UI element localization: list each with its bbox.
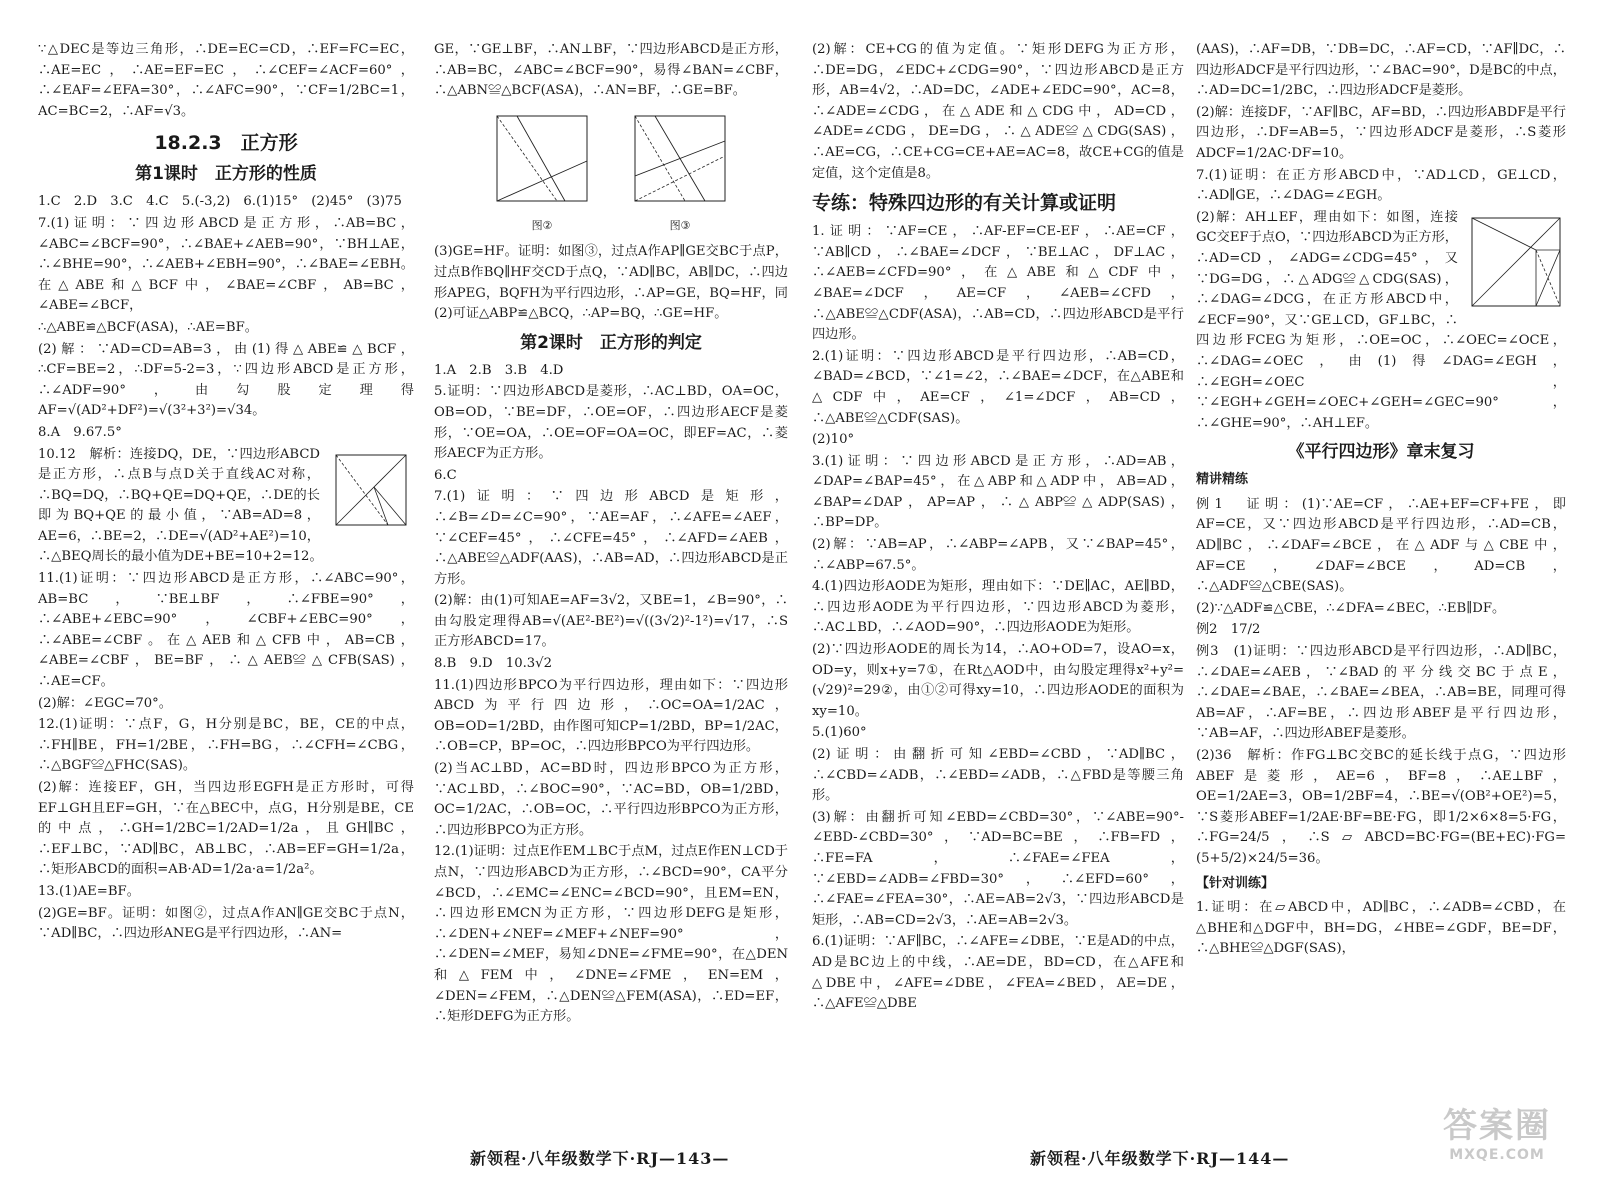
lesson-title: 第1课时 正方形的性质 (135, 164, 317, 185)
paragraph: 12.(1)证明：∵点F，G，H分别是BC，BE，CE的中点，∴FH∥BE，FH=1/2BE，∴FH=BG，∴∠CFH=∠CBG，∴△BGF≌△FHC(SAS)。 (38, 717, 414, 774)
square-diagram-3 (625, 106, 735, 216)
paragraph: 10.12 解析：连接DQ，DE，∵四边形ABCD是正方形，∴点B与点D关于直线AC对称，∴BQ=DQ，∴BQ+QE=DQ+QE，∴DE的长即为BQ+QE的最小值，∵AB=AD=8，AE=6，∴BE=2，∴DE=√(AD²+AE²)=10，∴△BEQ周长的最小值为DE+BE=10+2=12。 (38, 446, 323, 565)
paragraph: (2)36 解析：作FG⊥BC交BC的延长线于点G，∵四边形ABEF是菱形，AE=6，BF=8，∴AE⊥BF，OE=1/2AE=3，OB=1/2BF=4，∴BE=√(OB²+OE²)=5，∵S菱形ABEF=1/2AE·BF=BE·FG，即1/2×6×8=5·FG，∴FG=24/5，∴S▱ABCD=BC·FG=(BE+EC)·FG=(5+5/2)×24/5=36。 (1196, 748, 1566, 866)
page-footer-left: 新领程·八年级数学下·RJ—143— (470, 1149, 730, 1168)
paragraph: GE，∵GE⊥BF，∴AN⊥BF，∵四边形ABCD是正方形，∴AB=BC，∠ABC=∠BCF=90°，易得∠BAN=∠CBF，∴△ABN≌△BCF(ASA)，∴AN=BF，∴GE=BF。 (434, 42, 788, 99)
paragraph: (2)解：连接DF，∵AF∥BC，AF=BD，∴四边形ABDF是平行四边形，∴DF=AB=5，∵四边形ADCF是菱形，∴S菱形ADCF=1/2AC·DF=10。 (1196, 104, 1566, 161)
column-1 (38, 40, 414, 1123)
paragraph: 1.C 2.D 3.C 4.C 5.(-3,2) 6.(1)15° (2)45° (3)75 (38, 194, 402, 210)
paragraph: 4.(1)四边形AODE为矩形，理由如下：∵DE∥AC，AE∥BD，∴四边形AODE为平行四边形，∵四边形ABCD为菱形，∴AC⊥BD，∴∠AOD=90°，∴四边形AODE为矩形。 (812, 579, 1184, 636)
paragraph: (2)解：∵AD=CD=AB=3，由(1)得△ABE≌△BCF，∴CF=BE=2，∴DF=5-2=3，∵四边形ABCD是正方形，∴∠ADF=90°，由勾股定理得AF=√(AD²+DF²)=√(3²+3²)=√34。 (38, 341, 414, 419)
paragraph: ∵△DEC是等边三角形，∴DE=EC=CD，∴EF=FC=EC，∴AE=EC，∴AE=EF=EC，∴∠CEF=∠ACF=60°，∴∠EAF=∠EFA=30°，∴∠AFC=90°，∵CF=1/2BC=1，AC=BC=2，∴AF=√3。 (38, 42, 414, 119)
paragraph: 2.(1)证明：∵四边形ABCD是平行四边形，∴AB=CD，∠BAD=∠BCD，∵∠1=∠2，∴∠BAE=∠DCF，在△ABE和△CDF中，AE=CF，∠1=∠DCF，AB=CD，∴△ABE≌△CDF(SAS)。 (812, 348, 1184, 426)
paragraph: (2)解：连接EF，GH，当四边形EGFH是正方形时，可得EF⊥GH且EF=GH，∵在△BEC中，点G，H分别是BE，CE的中点，∴GH=1/2BC=1/2AD=1/2a，且GH∥BC，∴EF⊥BC，∵AD∥BC，AB⊥BC，∴AB=EF=GH=1/2a，∴矩形ABCD的面积=AB·AD=1/2a·a=1/2a²。 (38, 780, 414, 878)
figure-caption: 图③ (669, 218, 691, 232)
paragraph: (2)当AC⊥BD，AC=BD时，四边形BPCO为正方形，∵AC⊥BD，∴∠BOC=90°，∵AC=BD，OB=1/2BD，OC=1/2AC，∴OB=OC，∴平行四边形BPCO为正方形，∴四边形BPCO为正方形。 (434, 761, 788, 838)
column-4 (1196, 40, 1566, 1123)
paragraph: ∴△ABE≌△BCF(ASA)，∴AE=BF。 (38, 319, 258, 335)
square-diagram-2 (487, 106, 597, 216)
figure-row (434, 106, 788, 237)
column-3 (812, 40, 1184, 1123)
paragraph: 13.(1)AE=BF。 (38, 883, 140, 899)
chapter-review-title: 《平行四边形》章末复习 (1287, 442, 1475, 463)
page-footer-right: 新领程·八年级数学下·RJ—144— (1030, 1149, 1290, 1168)
special-practice-title: 专练：特殊四边形的有关计算或证明 (812, 192, 1117, 215)
watermark-url: MXQE.COM (1449, 1147, 1545, 1163)
paragraph: 1.A 2.B 3.B 4.D (434, 362, 564, 378)
paragraph: (3)GE=HF。证明：如图③，过点A作AP∥GE交BC于点P，过点B作BQ∥HF交CD于点Q，∵AD∥BC，AB∥DC，∴四边形APEG，BQFH为平行四边形，∴AP=GE，BQ=HF，同(2)可证△ABP≌△BCQ，∴AP=BQ，∴GE=HF。 (434, 244, 788, 322)
training-label: 【针对训练】 (1196, 875, 1275, 891)
watermark-logo (1412, 1105, 1582, 1175)
watermark-text: 答案圈 (1443, 1106, 1551, 1146)
paragraph: 7.(1)证明：∵四边形ABCD是正方形，∴AB=BC，∠ABC=∠BCF=90°，∴∠BAE+∠AEB=90°，∵BH⊥AE，∴∠BHE=90°，∴∠AEB+∠EBH=90°，∴∠BAE=∠EBH。在△ABE和△BCF中，∠BAE=∠CBF，AB=BC，∠ABE=∠BCF， (38, 215, 414, 314)
paragraph: (2)解：CE+CG的值为定值。∵矩形DEFG为正方形，∴DE=DG，∠EDC+∠CDG=90°，∵四边形ABCD是正方形，AB=4√2，∴AD=DC，∠ADE+∠EDC=90°，AC=8，∴∠ADE=∠CDG，在△ADE和△CDG中，AD=CD，∠ADE=∠CDG，DE=DG，∴△ADE≌△CDG(SAS)，∴AE=CG，∴CE+CG=CE+AE=AC=8，故CE+CG的值是定值，这个定值是8。 (812, 42, 1184, 181)
paragraph: 6.C (434, 467, 457, 483)
paragraph: (2)∵△ADF≌△CBE，∴∠DFA=∠BEC，∴EB∥DF。 (1196, 600, 1506, 616)
paragraph: 11.(1)四边形BPCO为平行四边形，理由如下：∵四边形ABCD为平行四边形，∴OC=OA=1/2AC，OB=OD=1/2BD，由作图可知CP=1/2BD，BP=1/2AC，∴OB=CP，BP=OC，∴四边形BPCO为平行四边形。 (434, 677, 788, 755)
paragraph: 7.(1)证明：在正方形ABCD中，∵AD⊥CD，GE⊥CD，∴AD∥GE，∴∠DAG=∠EGH。 (1196, 167, 1566, 204)
paragraph: 6.(1)证明：∵AF∥BC，∴∠AFE=∠DBE，∵E是AD的中点，AD是BC边上的中线，∴AE=DE，BD=CD，在△AFE和△DBE中，∠AFE=∠DBE，∠FEA=∠BED，AE=DE，∴△AFE≌△DBE (812, 934, 1184, 1012)
paragraph: 1.证明：∵AF=CE，∴AF-EF=CE-EF，∴AE=CF，∵AB∥CD，∴∠BAE=∠DCF，∵BE⊥AC，DF⊥AC，∴∠AEB=∠CFD=90°，在△ABE和△CDF中，∠BAE=∠DCF，AE=CF，∠AEB=∠CFD，∴△ABE≌△CDF(ASA)，∴AB=CD，∴四边形ABCD是平行四边形。 (812, 224, 1184, 343)
paragraph: 7.(1)证明：∵四边形ABCD是矩形，∴∠B=∠D=∠C=90°，∵AE=AF，∴∠AFE=∠AEF，∵∠CEF=45°，∴∠CFE=45°，∴∠AFD=∠AEB，∴△ABE≌△ADF(AAS)，∴AB=AD，∴四边形ABCD是正方形。 (434, 489, 788, 587)
paragraph: 3.(1)证明：∵四边形ABCD是正方形，∴AD=AB，∠DAP=∠BAP=45°，在△ABP和△ADP中，AB=AD，∠BAP=∠DAP，AP=AP，∴△ABP≌△ADP(SAS)，∴BP=DP。 (812, 453, 1184, 531)
paragraph: 8.B 9.D 10.3√2 (434, 656, 552, 672)
drill-label: 精讲精练 (1196, 472, 1249, 488)
paragraph: 11.(1)证明：∵四边形ABCD是正方形，∴∠ABC=90°，AB=BC，∵BE⊥BF，∴∠FBE=90°，∴∠ABE+∠EBC=90°，∠CBF+∠EBC=90°，∴∠ABE=∠CBF。在△AEB和△CFB中，AB=CB，∠ABE=∠CBF，BE=BF，∴△AEB≌△CFB(SAS)，∴AE=CF。 (38, 571, 414, 690)
paragraph: (2)证明：由翻折可知∠EBD=∠CBD，∵AD∥BC，∴∠CBD=∠ADB，∴∠EBD=∠ADB，∴△FBD是等腰三角形。 (812, 747, 1184, 804)
paragraph: 例1 证明：(1)∵AE=CF，∴AE+EF=CF+FE，即AF=CE，又∵四边形ABCD是平行四边形，∴AD=CB，AD∥BC，∴∠DAF=∠BCE，在△ADF与△CBE中，AF=CE，∠DAF=∠BCE，AD=CB，∴△ADF≌△CBE(SAS)。 (1196, 496, 1566, 595)
paragraph: 5.(1)60° (812, 725, 867, 741)
paragraph: 例2 17/2 (1196, 622, 1261, 638)
paragraph: 1.证明：在▱ABCD中，AD∥BC，∴∠ADB=∠CBD，在△BHE和△DGF中，BH=DG，∠HBE=∠GDF，BE=DF，∴△BHE≌△DGF(SAS)， (1196, 900, 1566, 957)
paragraph: (2)∵四边形AODE的周长为14，∴AO+OD=7，设AO=x，OD=y，则x+y=7①，在Rt△AOD中，由勾股定理得x²+y²=(√29)²=29②，由①②可得xy=10，∴四边形AODE的面积为xy=10。 (812, 642, 1184, 719)
paragraph: (AAS)，∴AF=DB，∵DB=DC，∴AF=CD，∵AF∥DC，∴四边形ADCF是平行四边形，∵∠BAC=90°，D是BC的中点，∴AD=DC=1/2BC，∴四边形ADCF是菱形。 (1196, 42, 1566, 99)
paragraph: (2)解：由(1)可知AE=AF=3√2，又BE=1，∠B=90°，∴由勾股定理得AB=√(AE²-BE²)=√((3√2)²-1²)=√17，∴S正方形ABCD=17。 (434, 593, 788, 650)
paragraph: (2)解：∵AB=AP，∴∠ABP=∠APB，又∵∠BAP=45°，∴∠ABP=67.5°。 (812, 537, 1184, 573)
paragraph: 例3 (1)证明：∵四边形ABCD是平行四边形，∴AD∥BC，∴∠DAE=∠AEB，∵∠BAD的平分线交BC于点E，∴∠DAE=∠BAE，∴∠BAE=∠BEA，∴AB=BE，同理可得AB=AF，∴AF=BE，∴四边形ABEF是平行四边形，∵AB=AF，∴四边形ABEF是菱形。 (1196, 644, 1566, 742)
paragraph: (2)解：AH⊥EF，理由如下：如图，连接GC交EF于点O，∵四边形ABCD为正方形，∴AD=CD，∠ADG=∠CDG=45°，又∵DG=DG，∴△ADG≌△CDG(SAS)，∴∠DAG=∠DCG，在正方形ABCD中，∠ECF=90°，又∵GE⊥CD，GF⊥BC，∴四边形FCEG为矩形，∴OE=OC，∴∠OEC=∠OCE，∴∠DAG=∠OEC，由(1)得∠DAG=∠EGH，∴∠EGH=∠OEC，∵∠EGH+∠GEH=∠OEC+∠GEH=∠GEC=90°，∴∠GHE=90°，∴AH⊥EF。 (1196, 209, 1566, 431)
column-2 (434, 40, 788, 1123)
section-title: 18.2.3 正方形 (154, 132, 298, 155)
paragraph: (2)GE=BF。证明：如图②，过点A作AN∥GE交BC于点N，∵AD∥BC，∴四边形ANEG是平行四边形，∴AN= (38, 905, 414, 942)
figure-2 (487, 106, 597, 237)
paragraph: 5.证明：∵四边形ABCD是菱形，∴AC⊥BD，OA=OC，OB=OD，∵BE=DF，∴OE=OF，∴四边形AECF是菱形，∵OE=OA，∴OE=OF=OA=OC，即EF=AC，∴菱形AECF为正方形。 (434, 384, 788, 462)
paragraph: 12.(1)证明：过点E作EM⊥BC于点M，过点E作EN⊥CD于点N，∵四边形ABCD为正方形，∴∠BCD=90°，CA平分∠BCD，∴∠EMC=∠ENC=∠BCD=90°，且EM=EN，∴四边形EMCN为正方形，∵四边形DEFG是矩形，∴∠DEN+∠NEF=∠MEF+∠NEF=90°，∴∠DEN=∠MEF，易知∠DNE=∠FME=90°，在△DEN和△FEM中，∠DNE=∠FME，EN=EM，∠DEN=∠FEM，∴△DEN≌△FEM(ASA)，∴ED=EF，∴矩形DEFG为正方形。 (434, 844, 788, 1025)
figure-3 (625, 106, 735, 237)
paragraph: (2)10° (812, 432, 855, 448)
paragraph: 8.A 9.67.5° (38, 424, 122, 440)
square-figure-q10 (328, 447, 414, 543)
square-figure-q7 (1466, 210, 1566, 320)
figure-caption: 图② (531, 218, 553, 232)
paragraph: (3)解：由翻折可知∠EBD=∠CBD=30°，∵∠ABE=90°-∠EBD-∠CBD=30°，∵AD=BC=BE，∴FB=FD，∴FE=FA，∴∠FAE=∠FEA，∵∠EBD=∠ADB=∠FBD=30°，∴∠EFD=60°，∴∠FAE=∠FEA=30°，∴AE=AB=2√3，∵四边形ABCD是矩形，∴AB=CD=2√3，∴AE=AB=2√3。 (812, 809, 1184, 928)
paragraph: (2)解：∠EGC=70°。 (38, 695, 172, 711)
lesson-title: 第2课时 正方形的判定 (520, 332, 702, 353)
